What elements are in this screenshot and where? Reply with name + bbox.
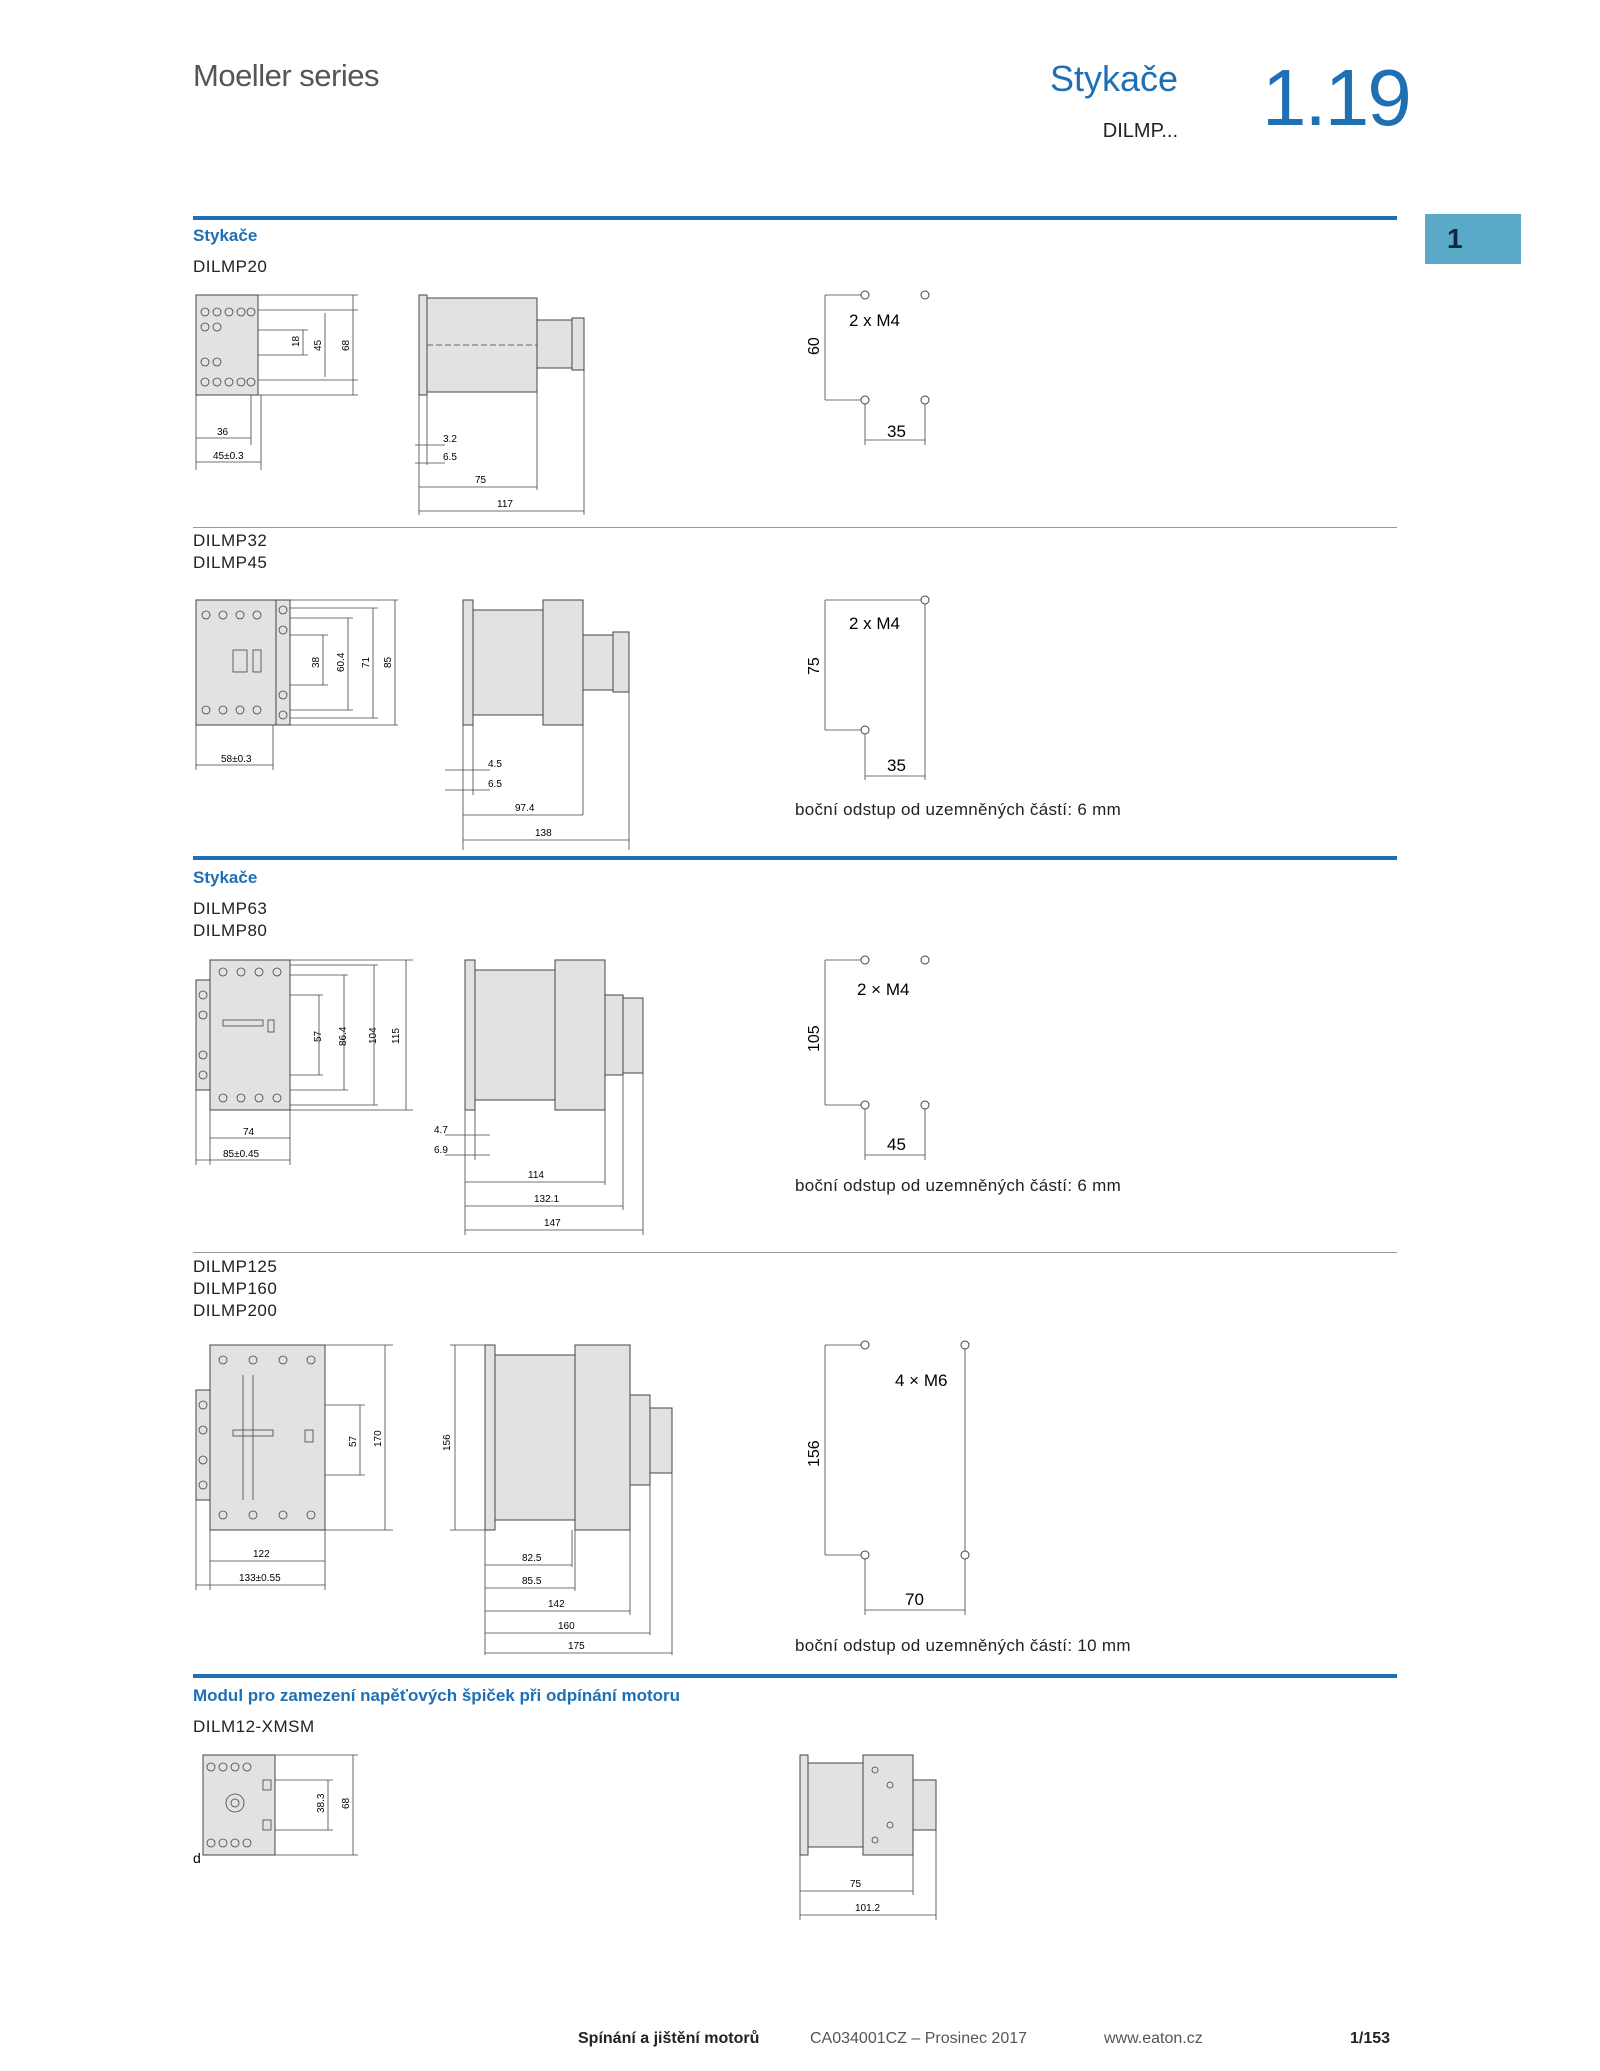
mount-height: 75 (806, 657, 823, 675)
dilmp125-mounting-drawing (795, 1335, 995, 1625)
dim-4-7: 4.7 (434, 1125, 448, 1136)
dilmp63-side-drawing (430, 950, 670, 1240)
model-name: DILM12-XMSM (193, 1717, 315, 1736)
divider (193, 527, 1397, 528)
series-name: Moeller series (193, 58, 379, 93)
dim-97-4: 97.4 (515, 803, 535, 814)
dim-75: 75 (850, 1879, 862, 1890)
dilmp32-side-drawing (430, 590, 700, 850)
section-rule (193, 1674, 1397, 1678)
section-rule (193, 216, 1397, 220)
dim-101-2: 101.2 (855, 1903, 881, 1914)
dim-6-9: 6.9 (434, 1145, 448, 1156)
model-name: DILMP20 (193, 257, 268, 276)
dilmp32-front-drawing (193, 590, 413, 780)
dim-18: 18 (291, 335, 302, 347)
mount-width: 45 (887, 1135, 906, 1154)
dim-115: 115 (391, 1028, 402, 1044)
dim-122: 122 (253, 1549, 270, 1560)
model-name: DILMP80 (193, 921, 268, 940)
dim-3-2: 3.2 (443, 434, 457, 445)
dim-138: 138 (535, 828, 552, 839)
dilmp125-side-drawing (430, 1335, 690, 1660)
dim-38-3: 38.3 (316, 1793, 327, 1813)
dim-132-1: 132.1 (534, 1194, 560, 1205)
model-name: DILMP45 (193, 553, 268, 572)
ground-clearance-note: boční odstup od uzemněných částí: 6 mm (795, 800, 1122, 819)
dim-45-tol: 45±0.3 (213, 451, 244, 462)
mount-height: 105 (806, 1025, 823, 1052)
section-rule (193, 856, 1397, 860)
dim-133-tol: 133±0.55 (239, 1573, 281, 1584)
mount-height: 60 (806, 337, 823, 355)
model-name: DILMP63 (193, 899, 268, 918)
section-number: 1.19 (1262, 53, 1410, 142)
dim-82-5: 82.5 (522, 1553, 542, 1564)
dim-45: 45 (313, 339, 324, 351)
page-title: Stykače (1049, 58, 1178, 99)
dim-85: 85 (383, 656, 394, 668)
front-label-d: d (193, 1850, 201, 1866)
dilm12-xmsm-front-drawing (193, 1745, 373, 1875)
ground-clearance-note: boční odstup od uzemněných částí: 6 mm (795, 1176, 1122, 1195)
dilmp20-front-drawing (193, 285, 393, 475)
dim-85-5: 85.5 (522, 1576, 542, 1587)
dim-114: 114 (528, 1170, 544, 1181)
dim-68: 68 (341, 339, 352, 351)
dim-85-tol: 85±0.45 (223, 1149, 260, 1160)
mount-screws: 2 × M4 (857, 980, 910, 999)
page-subtitle: DILMP... (1102, 120, 1178, 142)
dim-75: 75 (475, 475, 487, 486)
dilmp32-mounting-drawing (795, 590, 995, 790)
dim-104: 104 (368, 1027, 379, 1044)
dilmp20-side-drawing (385, 285, 635, 525)
model-name: DILMP200 (193, 1301, 278, 1320)
dim-147: 147 (544, 1218, 561, 1229)
dim-175: 175 (568, 1641, 585, 1652)
dilmp63-front-drawing (193, 950, 433, 1170)
dim-4-5: 4.5 (488, 759, 502, 770)
dim-57: 57 (348, 1435, 359, 1447)
dilm12-xmsm-side-drawing (795, 1745, 995, 1925)
divider (193, 1252, 1397, 1253)
mount-width: 35 (887, 422, 906, 441)
mount-screws: 2 x M4 (849, 614, 901, 633)
dim-6-5: 6.5 (443, 452, 457, 463)
dim-160: 160 (558, 1621, 575, 1632)
dim-74: 74 (243, 1127, 255, 1138)
dilmp63-mounting-drawing (795, 950, 995, 1165)
ground-clearance-note: boční odstup od uzemněných částí: 10 mm (795, 1636, 1131, 1655)
dim-117: 117 (497, 499, 513, 510)
dim-68: 68 (341, 1797, 352, 1809)
mount-screws: 2 x M4 (849, 311, 901, 330)
mount-width: 70 (905, 1590, 924, 1609)
dilmp20-mounting-drawing (795, 285, 995, 465)
dim-60-4: 60.4 (336, 652, 347, 672)
dilmp125-front-drawing (193, 1335, 403, 1595)
dim-58-tol: 58±0.3 (221, 754, 252, 765)
footer-web-link[interactable]: www.eaton.cz (1104, 2030, 1203, 2047)
dim-36: 36 (217, 427, 229, 438)
dim-156: 156 (442, 1434, 453, 1451)
section-title: Stykače (193, 868, 258, 887)
mount-height: 156 (806, 1440, 823, 1467)
dim-71: 71 (361, 656, 372, 668)
section-title: Stykače (193, 226, 258, 245)
footer-doc: CA034001CZ – Prosinec 2017 (810, 2030, 1028, 2047)
model-name: DILMP160 (193, 1279, 278, 1298)
dim-86-4: 86.4 (338, 1026, 349, 1046)
chapter-tab[interactable]: 1 (1425, 214, 1521, 264)
page-number: 1/153 (1350, 2030, 1391, 2047)
model-name: DILMP32 (193, 531, 268, 550)
dim-38: 38 (311, 656, 322, 668)
dim-142: 142 (548, 1599, 565, 1610)
model-name: DILMP125 (193, 1257, 278, 1276)
mount-width: 35 (887, 756, 906, 775)
footer-title: Spínání a jištění motorů (578, 2030, 760, 2047)
dim-6-5: 6.5 (488, 779, 502, 790)
dim-57: 57 (313, 1030, 324, 1042)
section-title: Modul pro zamezení napěťových špiček při odpínání motoru (193, 1686, 681, 1705)
mount-screws: 4 × M6 (895, 1371, 948, 1390)
dim-170: 170 (373, 1430, 384, 1447)
